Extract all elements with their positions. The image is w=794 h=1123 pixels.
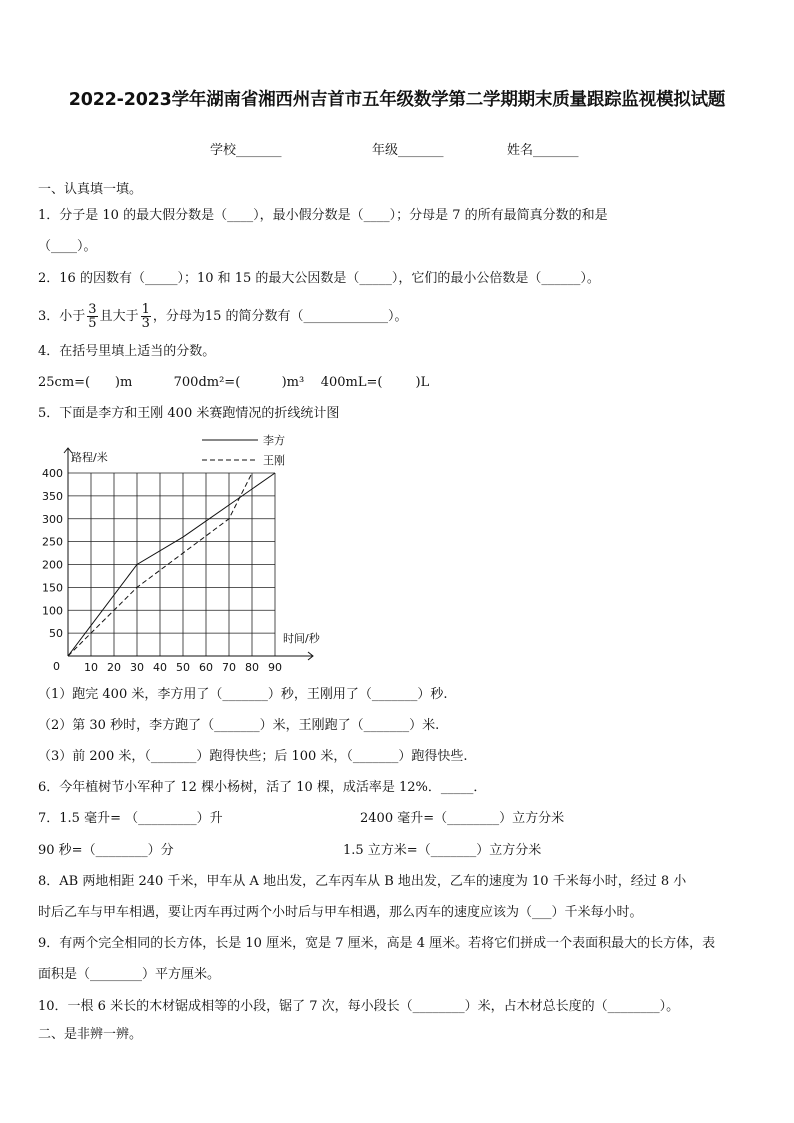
- line-chart: [30, 430, 330, 675]
- y-tick-label: 50: [49, 627, 63, 641]
- q3-mid: 且大于: [99, 309, 139, 324]
- legend-label: 李方: [263, 434, 285, 447]
- question-7c: 90 秒=（________）分: [38, 843, 174, 858]
- header-fields: [0, 139, 794, 159]
- fraction-numerator: 1: [141, 302, 150, 317]
- chart-labels: [42, 433, 321, 674]
- fraction-denominator: 5: [88, 316, 97, 331]
- question-8-cont: 时后乙车与甲车相遇，要让丙车再过两个小时后与甲车相遇，那么丙车的速度应该为（___）千米每小时。: [38, 905, 643, 920]
- question-5-1: （1）跑完 400 米，李方用了（_______）秒，王刚用了（_______）秒.: [38, 687, 448, 702]
- question-1-cont: （____）。: [38, 239, 97, 254]
- x-tick-label: 40: [153, 661, 167, 674]
- chart-grid: [68, 473, 275, 656]
- school-field[interactable]: 学校_______: [210, 143, 282, 158]
- question-7b: 2400 毫升=（________）立方分米: [360, 811, 565, 826]
- q3-prefix: 3．小于: [38, 309, 86, 324]
- x-tick-label: 20: [107, 661, 121, 674]
- fraction-numerator: 3: [88, 302, 97, 317]
- question-3: [38, 297, 408, 337]
- fraction-three-fifths: [87, 303, 97, 330]
- question-4: 4．在括号里填上适当的分数。: [38, 344, 216, 359]
- y-tick-label: 100: [42, 604, 63, 618]
- x-tick-label: 70: [222, 661, 236, 674]
- legend-label: 王刚: [263, 454, 285, 467]
- y-tick-label: 200: [42, 558, 63, 572]
- y-tick-label: 150: [42, 581, 63, 595]
- question-7a: 7．1.5 毫升= （_________）升: [38, 811, 223, 826]
- chart-axes: [64, 448, 313, 660]
- name-field[interactable]: 姓名_______: [507, 143, 579, 158]
- question-9: 9．有两个完全相同的长方体，长是 10 厘米，宽是 7 厘米，高是 4 厘米。若将它们拼成一个表面积最大的长方体，表: [38, 936, 716, 951]
- section-heading: 一、认真填一填。: [38, 182, 143, 197]
- x-tick-label: 10: [84, 661, 98, 674]
- y-axis-label: 路程/米: [71, 451, 108, 464]
- fraction-denominator: 3: [141, 316, 150, 331]
- page-title: 2022-2023学年湖南省湘西州吉首市五年级数学第二学期期末质量跟踪监视模拟试题: [68, 90, 726, 110]
- y-tick-label: 350: [42, 489, 63, 503]
- x-tick-label: 30: [130, 661, 144, 674]
- y-tick-label: 300: [42, 512, 63, 526]
- y-tick-label: 400: [42, 467, 63, 480]
- question-2: 2．16 的因数有（_____）；10 和 15 的最大公因数是（_____），它们的最小公倍数是（______）。: [38, 271, 600, 286]
- question-7d: 1.5 立方米=（_______）立方分米: [343, 843, 542, 858]
- q3-suffix: ，分母为15 的简分数有（_____________）。: [152, 309, 408, 324]
- fraction-one-third: [141, 303, 151, 330]
- origin-label: 0: [53, 660, 60, 673]
- question-5-3: （3）前 200 米，（_______）跑得快些；后 100 米，（_______）跑得快些.: [38, 749, 468, 764]
- question-5-2: （2）第 30 秒时，李方跑了（_______）米，王刚跑了（_______）米.: [38, 718, 440, 733]
- section-heading: 二、是非辨一辨。: [38, 1027, 143, 1042]
- question-9-cont: 面积是（________）平方厘米。: [38, 967, 221, 982]
- grade-field[interactable]: 年级_______: [372, 143, 444, 158]
- question-4-items: 25cm=( )m 700dm²=( )m³ 400mL=( )L: [38, 375, 430, 390]
- x-tick-label: 90: [268, 661, 282, 674]
- x-axis-label: 时间/秒: [283, 632, 320, 645]
- x-tick-label: 50: [176, 661, 190, 674]
- question-1: 1．分子是 10 的最大假分数是（____），最小假分数是（____）；分母是 7 的所有最简真分数的和是: [38, 208, 608, 223]
- question-6: 6．今年植树节小军种了 12 棵小杨树，活了 10 棵，成活率是 12%．_____．: [38, 780, 487, 795]
- x-tick-label: 60: [199, 661, 213, 674]
- y-tick-label: 250: [42, 535, 63, 549]
- question-5: 5．下面是李方和王刚 400 米赛跑情况的折线统计图: [38, 406, 340, 421]
- x-tick-label: 80: [245, 661, 259, 674]
- question-10: 10．一根 6 米长的木材锯成相等的小段，锯了 7 次，每小段长（________）米，占木材总长度的（________）。: [38, 999, 680, 1014]
- question-8: 8．AB 两地相距 240 千米，甲车从 A 地出发，乙车丙车从 B 地出发，乙车的速度为 10 千米每小时，经过 8 小: [38, 874, 687, 889]
